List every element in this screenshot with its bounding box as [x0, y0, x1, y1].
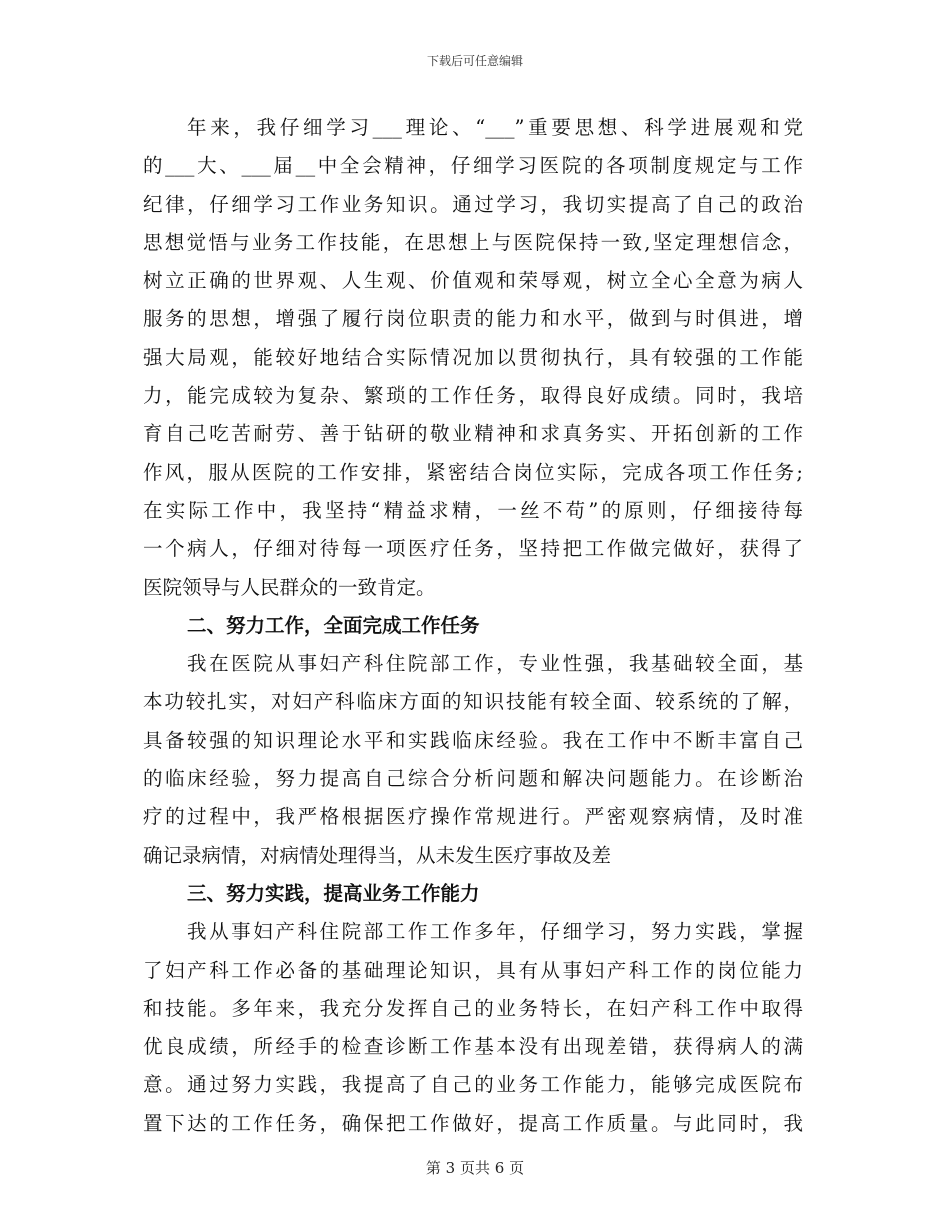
text-line: 服务的思想，增强了履行岗位职责的能力和水平，做到与时俱进，增: [143, 307, 803, 331]
section-heading: 二、努力工作，全面完成工作任务: [187, 613, 480, 637]
text-line: 和技能。多年来，我充分发挥自己的业务特长，在妇产科工作中取得: [143, 996, 803, 1020]
text-line: 树立正确的世界观、人生观、价值观和荣辱观，树立全心全意为病人: [143, 269, 803, 293]
text-line: 我从事妇产科住院部工作工作多年，仔细学习，努力实践，掌握: [187, 920, 803, 944]
section-heading: 三、努力实践，提高业务工作能力: [187, 881, 480, 905]
text-line: 意。通过努力实践，我提高了自己的业务工作能力，能够完成医院布: [143, 1073, 803, 1097]
text-line: 具备较强的知识理论水平和实践临床经验。我在工作中不断丰富自己: [143, 728, 803, 752]
text-line: 置下达的工作任务，确保把工作做好，提高工作质量。与此同时，我: [143, 1111, 803, 1135]
text-line: 一个病人，仔细对待每一项医疗任务，坚持把工作做完做好，获得了: [143, 537, 803, 561]
document-body: [143, 109, 803, 1143]
text-line: 育自己吃苦耐劳、善于钻研的敬业精神和求真务实、开拓创新的工作: [143, 422, 803, 446]
text-line: 了妇产科工作必备的基础理论知识，具有从事妇产科工作的岗位能力: [143, 958, 803, 982]
text-line: 作风，服从医院的工作安排，紧密结合岗位实际，完成各项工作任务;: [143, 460, 803, 484]
page-header-note: 下载后可任意编辑: [426, 54, 523, 68]
text-line: 疗的过程中，我严格根据医疗操作常规进行。严密观察病情，及时准: [143, 805, 803, 829]
text-line: 年来，我仔细学习___理论、“___”重要思想、科学进展观和党: [187, 116, 803, 139]
text-line: 我在医院从事妇产科住院部工作，专业性强，我基础较全面，基: [187, 652, 803, 676]
text-line: 在实际工作中，我坚持“精益求精，一丝不苟”的原则，仔细接待每: [143, 498, 803, 522]
text-line: 确记录病情，对病情处理得当，从未发生医疗事故及差: [143, 843, 612, 867]
text-line: 优良成绩，所经手的检查诊断工作基本没有出现差错，获得病人的满: [143, 1035, 803, 1059]
text-line: 的___大、___届__中全会精神，仔细学习医院的各项制度规定与工作: [143, 154, 803, 178]
page-number: 第 3 页共 6 页: [425, 1159, 525, 1177]
text-line: 本功较扎实，对妇产科临床方面的知识技能有较全面、较系统的了解，: [143, 690, 803, 714]
text-line: 医院领导与人民群众的一致肯定。: [143, 575, 436, 599]
text-line: 力，能完成较为复杂、繁琐的工作任务，取得良好成绩。同时，我培: [143, 384, 803, 408]
text-line: 的临床经验，努力提高自己综合分析问题和解决问题能力。在诊断治: [143, 767, 803, 791]
text-line: 强大局观，能较好地结合实际情况加以贯彻执行，具有较强的工作能: [143, 345, 803, 369]
text-line: 纪律，仔细学习工作业务知识。通过学习，我切实提高了自己的政治: [143, 192, 803, 216]
text-line: 思想觉悟与业务工作技能，在思想上与医院保持一致,坚定理想信念，: [143, 230, 803, 254]
